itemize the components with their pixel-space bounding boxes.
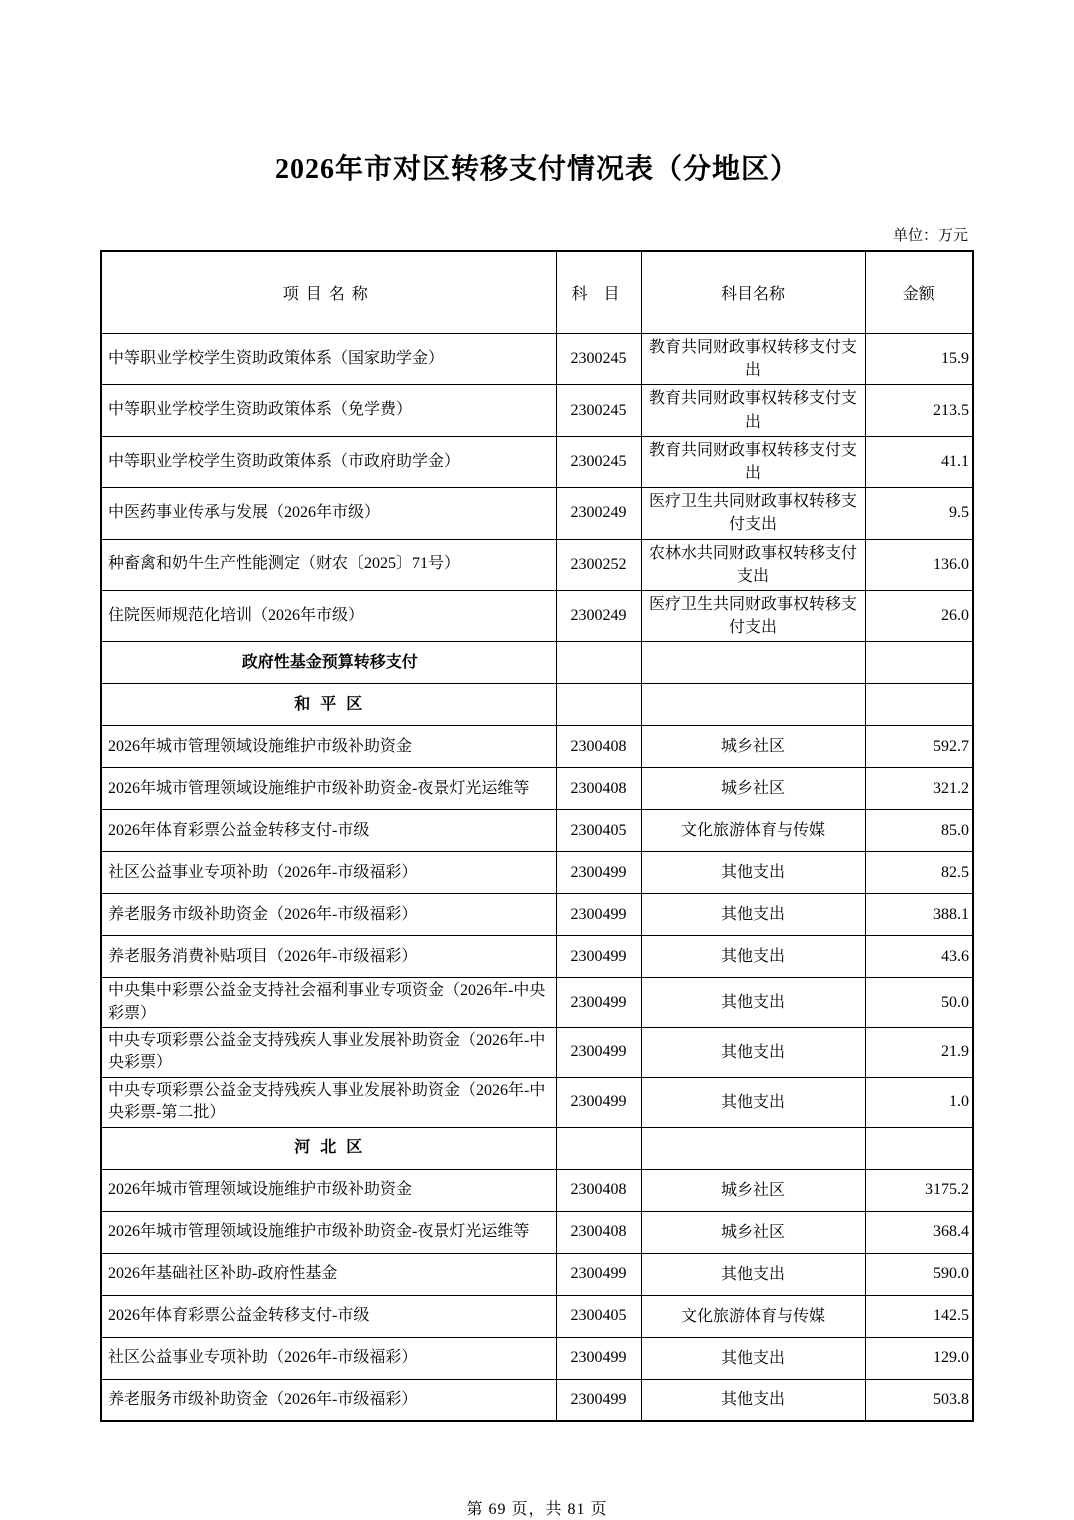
- subject-name-cell: [641, 684, 865, 726]
- table-row: [101, 590, 973, 641]
- amount-cell: 82.5: [865, 852, 973, 894]
- project-name-cell: 中央专项彩票公益金支持残疾人事业发展补助资金（2026年-中央彩票-第二批）: [101, 1077, 556, 1127]
- subject-code-cell: 2300245: [556, 385, 641, 436]
- subject-code-cell: 2300249: [556, 590, 641, 641]
- subject-name-cell: 其他支出: [641, 1253, 865, 1295]
- amount-cell: 85.0: [865, 810, 973, 852]
- table-row: [101, 436, 973, 487]
- subject-code-cell: 2300499: [556, 1028, 641, 1078]
- subject-code-cell: [556, 684, 641, 726]
- amount-cell: 26.0: [865, 590, 973, 641]
- amount-cell: [865, 684, 973, 726]
- project-name-cell: 2026年城市管理领域设施维护市级补助资金-夜景灯光运维等: [101, 1211, 556, 1253]
- subject-name-cell: 医疗卫生共同财政事权转移支付支出: [641, 590, 865, 641]
- amount-cell: 1.0: [865, 1077, 973, 1127]
- subject-code-cell: 2300405: [556, 1295, 641, 1337]
- subject-code-cell: 2300408: [556, 1211, 641, 1253]
- subject-name-cell: 其他支出: [641, 1077, 865, 1127]
- amount-cell: 592.7: [865, 726, 973, 768]
- table-row: [101, 936, 973, 978]
- subject-name-cell: 教育共同财政事权转移支付支出: [641, 334, 865, 385]
- col-header-subject-name: 科目名称: [641, 251, 865, 334]
- subject-name-cell: 其他支出: [641, 1028, 865, 1078]
- transfer-payments-table: [100, 250, 974, 1423]
- project-name-cell: 社区公益事业专项补助（2026年-市级福彩）: [101, 1337, 556, 1379]
- table-row: [101, 334, 973, 385]
- table-body: [101, 334, 973, 1422]
- project-name-cell: 养老服务市级补助资金（2026年-市级福彩）: [101, 1379, 556, 1421]
- subject-code-cell: 2300499: [556, 1253, 641, 1295]
- project-name-cell: 养老服务市级补助资金（2026年-市级福彩）: [101, 894, 556, 936]
- subject-code-cell: 2300408: [556, 726, 641, 768]
- subject-code-cell: 2300408: [556, 768, 641, 810]
- amount-cell: 503.8: [865, 1379, 973, 1421]
- page-number: 第 69 页，共 81 页: [466, 1501, 608, 1519]
- subject-name-cell: 其他支出: [641, 894, 865, 936]
- subject-code-cell: 2300499: [556, 978, 641, 1028]
- project-name-cell: 2026年城市管理领域设施维护市级补助资金-夜景灯光运维等: [101, 768, 556, 810]
- table-row: [101, 1337, 973, 1379]
- project-name-cell: 中央集中彩票公益金支持社会福利事业专项资金（2026年-中央彩票）: [101, 978, 556, 1028]
- project-name-cell: 种畜禽和奶牛生产性能测定（财农〔2025〕71号）: [101, 539, 556, 590]
- subject-code-cell: 2300249: [556, 488, 641, 539]
- amount-cell: 3175.2: [865, 1169, 973, 1211]
- subject-name-cell: 教育共同财政事权转移支付支出: [641, 385, 865, 436]
- project-name-cell: 和 平 区: [101, 684, 556, 726]
- table-row: [101, 385, 973, 436]
- project-name-cell: 2026年体育彩票公益金转移支付-市级: [101, 1295, 556, 1337]
- section-row: [101, 1127, 973, 1169]
- table-row: [101, 488, 973, 539]
- subject-name-cell: 其他支出: [641, 1337, 865, 1379]
- table-row: [101, 1295, 973, 1337]
- table-row: [101, 810, 973, 852]
- subject-code-cell: 2300245: [556, 436, 641, 487]
- amount-cell: 142.5: [865, 1295, 973, 1337]
- amount-cell: 21.9: [865, 1028, 973, 1078]
- unit-label: 单位：万元: [892, 228, 968, 244]
- project-name-cell: 中等职业学校学生资助政策体系（免学费）: [101, 385, 556, 436]
- subject-name-cell: 其他支出: [641, 936, 865, 978]
- subject-name-cell: [641, 642, 865, 684]
- subject-code-cell: 2300499: [556, 1077, 641, 1127]
- subject-code-cell: 2300405: [556, 810, 641, 852]
- page-title: 2026年市对区转移支付情况表（分地区）: [274, 154, 799, 185]
- table-row: [101, 894, 973, 936]
- project-name-cell: 养老服务消费补贴项目（2026年-市级福彩）: [101, 936, 556, 978]
- section-row: [101, 684, 973, 726]
- project-name-cell: 河 北 区: [101, 1127, 556, 1169]
- amount-cell: 41.1: [865, 436, 973, 487]
- amount-cell: 15.9: [865, 334, 973, 385]
- subject-name-cell: 城乡社区: [641, 726, 865, 768]
- project-name-cell: 住院医师规范化培训（2026年市级）: [101, 590, 556, 641]
- subject-code-cell: 2300499: [556, 852, 641, 894]
- col-header-amount: 金额: [865, 251, 973, 334]
- subject-code-cell: 2300499: [556, 1379, 641, 1421]
- subject-code-cell: 2300245: [556, 334, 641, 385]
- subject-code-cell: 2300499: [556, 1337, 641, 1379]
- subject-name-cell: 其他支出: [641, 852, 865, 894]
- subject-name-cell: 文化旅游体育与传媒: [641, 1295, 865, 1337]
- subject-name-cell: 城乡社区: [641, 768, 865, 810]
- subject-name-cell: 城乡社区: [641, 1169, 865, 1211]
- amount-cell: 50.0: [865, 978, 973, 1028]
- subject-name-cell: 城乡社区: [641, 1211, 865, 1253]
- subject-name-cell: 医疗卫生共同财政事权转移支付支出: [641, 488, 865, 539]
- table-row: [101, 978, 973, 1028]
- project-name-cell: 2026年城市管理领域设施维护市级补助资金: [101, 726, 556, 768]
- table-row: [101, 539, 973, 590]
- subject-code-cell: [556, 642, 641, 684]
- table-row: [101, 1211, 973, 1253]
- subject-name-cell: [641, 1127, 865, 1169]
- table-header-row: [101, 251, 973, 334]
- amount-cell: 321.2: [865, 768, 973, 810]
- subject-code-cell: 2300499: [556, 936, 641, 978]
- amount-cell: 590.0: [865, 1253, 973, 1295]
- subject-name-cell: 教育共同财政事权转移支付支出: [641, 436, 865, 487]
- subject-code-cell: [556, 1127, 641, 1169]
- subject-name-cell: 其他支出: [641, 1379, 865, 1421]
- table-row: [101, 1077, 973, 1127]
- col-header-project-name: 项目名称: [101, 251, 556, 334]
- subject-code-cell: 2300499: [556, 894, 641, 936]
- project-name-cell: 2026年基础社区补助-政府性基金: [101, 1253, 556, 1295]
- project-name-cell: 中等职业学校学生资助政策体系（市政府助学金）: [101, 436, 556, 487]
- amount-cell: 43.6: [865, 936, 973, 978]
- amount-cell: 368.4: [865, 1211, 973, 1253]
- amount-cell: 129.0: [865, 1337, 973, 1379]
- subject-name-cell: 农林水共同财政事权转移支付支出: [641, 539, 865, 590]
- project-name-cell: 中等职业学校学生资助政策体系（国家助学金）: [101, 334, 556, 385]
- amount-cell: 136.0: [865, 539, 973, 590]
- subject-name-cell: 其他支出: [641, 978, 865, 1028]
- amount-cell: [865, 1127, 973, 1169]
- table-row: [101, 768, 973, 810]
- subject-code-cell: 2300408: [556, 1169, 641, 1211]
- amount-cell: 9.5: [865, 488, 973, 539]
- project-name-cell: 2026年体育彩票公益金转移支付-市级: [101, 810, 556, 852]
- table-row: [101, 1028, 973, 1078]
- project-name-cell: 中医药事业传承与发展（2026年市级）: [101, 488, 556, 539]
- col-header-subject-code: 科 目: [556, 251, 641, 334]
- table-row: [101, 1169, 973, 1211]
- section-row: [101, 642, 973, 684]
- table-row: [101, 852, 973, 894]
- project-name-cell: 社区公益事业专项补助（2026年-市级福彩）: [101, 852, 556, 894]
- amount-cell: [865, 642, 973, 684]
- table-row: [101, 726, 973, 768]
- amount-cell: 213.5: [865, 385, 973, 436]
- amount-cell: 388.1: [865, 894, 973, 936]
- subject-name-cell: 文化旅游体育与传媒: [641, 810, 865, 852]
- table-row: [101, 1379, 973, 1421]
- table-row: [101, 1253, 973, 1295]
- subject-code-cell: 2300252: [556, 539, 641, 590]
- project-name-cell: 中央专项彩票公益金支持残疾人事业发展补助资金（2026年-中央彩票）: [101, 1028, 556, 1078]
- project-name-cell: 政府性基金预算转移支付: [101, 642, 556, 684]
- project-name-cell: 2026年城市管理领域设施维护市级补助资金: [101, 1169, 556, 1211]
